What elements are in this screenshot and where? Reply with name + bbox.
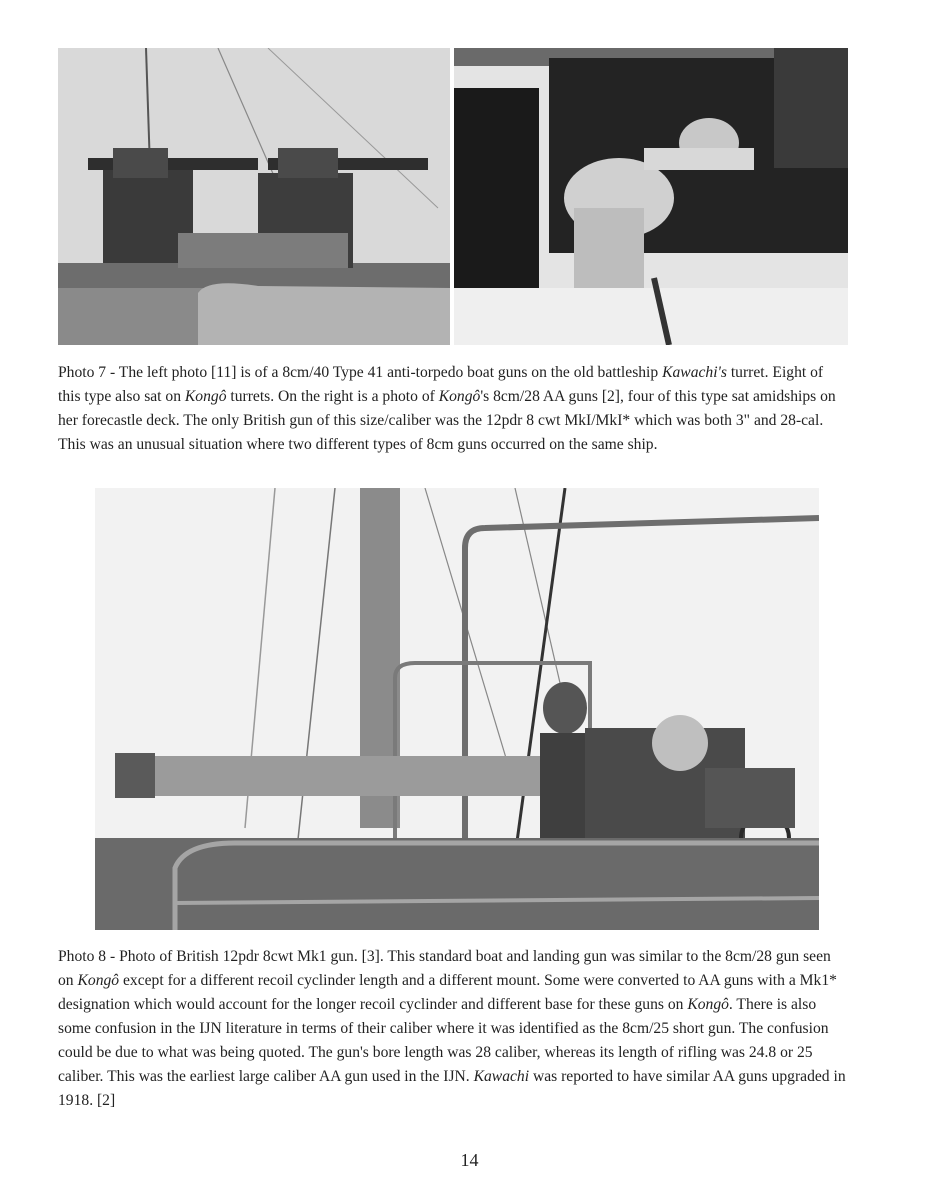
photo-7-left	[58, 48, 450, 345]
caption-text: Kawachi's	[662, 364, 727, 381]
photo-7-right-image	[454, 48, 848, 345]
photo-8-caption	[58, 945, 848, 1113]
caption-text: Kongô	[438, 388, 481, 405]
caption-text: Photo 8 - Photo of British 12pdr 8cwt Mk1 gun. [3]. This standard boat and landing gun was similar to the 8cm/28 gun seen on	[58, 948, 831, 989]
caption-text: Kongô	[77, 972, 120, 989]
photo-7-left-image	[58, 48, 450, 345]
photo-7-right	[454, 48, 848, 345]
caption-text: turrets. On the right is a photo of	[226, 388, 439, 405]
caption-text: Kongô	[184, 388, 227, 405]
page-number: 14	[460, 1150, 479, 1170]
caption-text: 's 8cm/28 AA guns [2], four of this type sat amidships on her forecastle deck. The only British gun of this size/caliber was the 12pdr 8 cwt MkI/MkI* which was both 3" and 28-cal. This was an unusual situation where two different types of 8cm guns occurred on the same ship.	[58, 388, 836, 453]
caption-text: except for a different recoil cyclinder length and a different mount. Some were converted to AA guns with a Mk1* designation which would account for the longer recoil cyclinder and different base for these guns on	[58, 972, 837, 1013]
photo-7-caption	[58, 361, 848, 457]
caption-text: turret. Eight of this type also sat on	[58, 364, 824, 405]
caption-text: Photo 7 - The left photo [11] is of a 8cm/40 Type 41 anti-torpedo boat guns on the old battleship	[58, 364, 663, 381]
caption-text: Kongô	[687, 996, 729, 1013]
caption-text: Kawachi	[473, 1068, 530, 1085]
caption-text: . There is also some confusion in the IJN literature in terms of their caliber where it was identified as the 8cm/25 short gun. The confusion could be due to what was being quoted. The gun's bore length was 28 caliber, whereas its length of rifling was 24.8 or 25 caliber. This was the earliest large caliber AA gun used in the IJN.	[58, 996, 829, 1085]
photo-8	[95, 488, 819, 930]
caption-text: was reported to have similar AA guns upgraded in 1918. [2]	[58, 1068, 846, 1109]
photo-8-image	[95, 488, 819, 930]
